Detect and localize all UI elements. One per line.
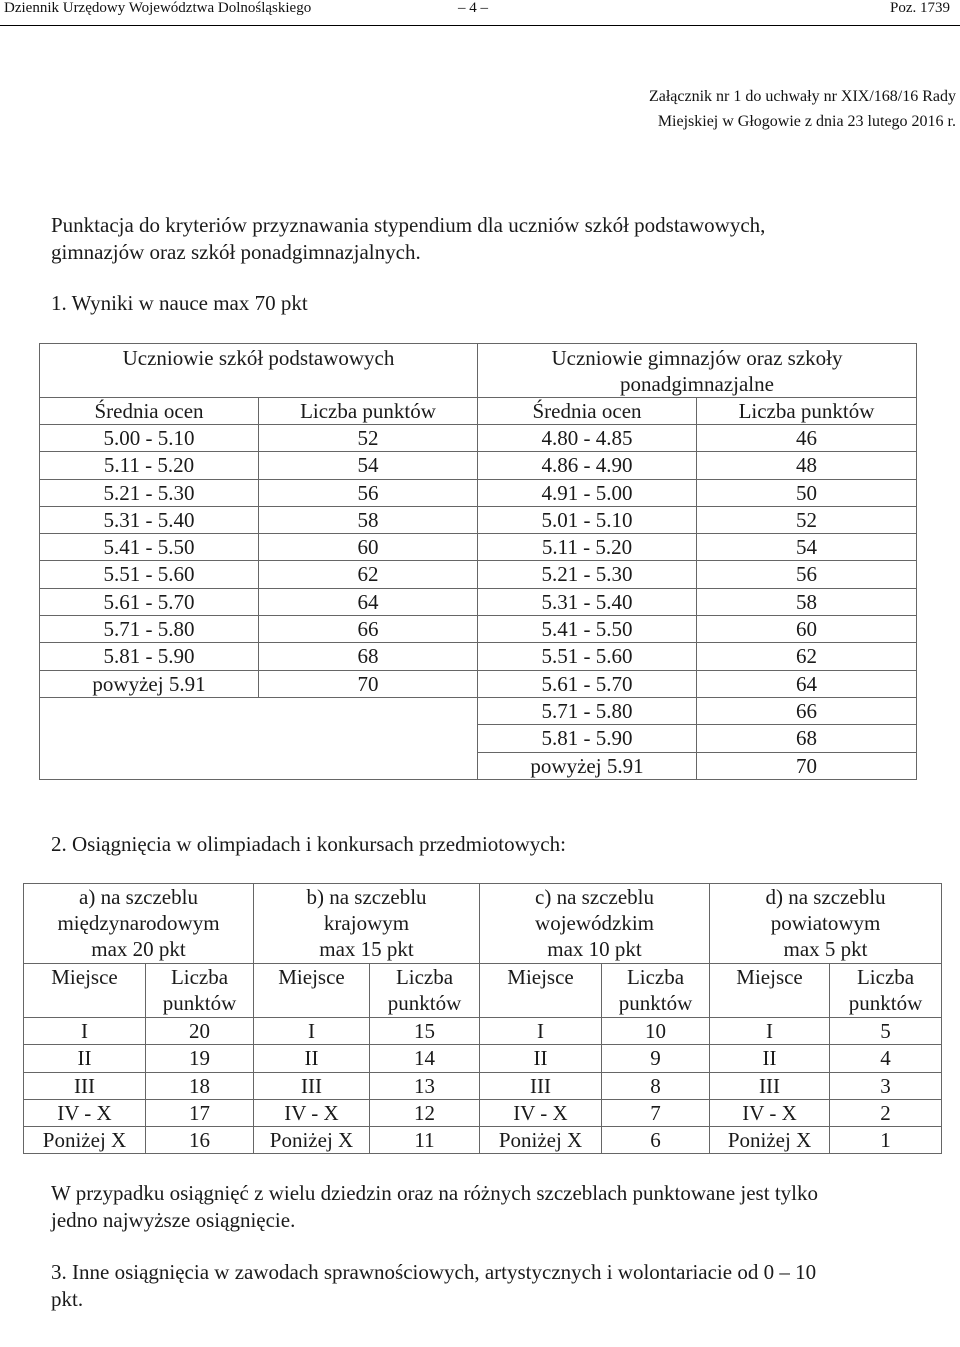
place-cell: I: [710, 1018, 830, 1045]
table-row: [40, 643, 917, 670]
table-row: [40, 506, 917, 533]
points-secondary-cell: 56: [697, 561, 917, 588]
section-3-heading: [51, 1259, 931, 1313]
points-primary-cell: 68: [259, 643, 478, 670]
points-cell: 5: [830, 1018, 942, 1045]
col-points-line: punktów: [387, 991, 462, 1015]
avg-primary-cell: 5.41 - 5.50: [40, 534, 259, 561]
avg-secondary-cell: 4.86 - 4.90: [478, 452, 697, 479]
points-primary-cell: 54: [259, 452, 478, 479]
place-cell: Poniżej X: [24, 1127, 146, 1154]
avg-primary-cell: 5.21 - 5.30: [40, 479, 259, 506]
points-cell: 13: [370, 1072, 480, 1099]
title-line-2: gimnazjów oraz szkół ponadgimnazjalnych.: [51, 240, 421, 264]
col-points-line: punktów: [618, 991, 693, 1015]
group-header-line: krajowym: [323, 911, 410, 935]
points-primary-cell: 60: [259, 534, 478, 561]
avg-primary-cell: 5.11 - 5.20: [40, 452, 259, 479]
group-header-district: [710, 884, 942, 964]
grades-points-table: [39, 343, 917, 780]
empty-cell: [40, 697, 478, 779]
table-row: [24, 1072, 942, 1099]
place-cell: IV - X: [24, 1099, 146, 1126]
competitions-points-table: [23, 883, 942, 1154]
table-row: [40, 561, 917, 588]
table-row: [24, 1127, 942, 1154]
group-header-line: a) na szczeblu: [79, 885, 198, 909]
avg-secondary-cell: 5.21 - 5.30: [478, 561, 697, 588]
place-cell: I: [24, 1018, 146, 1045]
col-points: [602, 964, 710, 1018]
points-primary-cell: 62: [259, 561, 478, 588]
note-line-1: W przypadku osiągnięć z wielu dziedzin oraz na różnych szczeblach punktowane jest tylko: [51, 1181, 818, 1205]
page-header: [0, 0, 960, 26]
annex-line-2: Miejskiej w Głogowie z dnia 23 lutego 2016 r.: [657, 113, 956, 130]
points-secondary-cell: 68: [697, 725, 917, 752]
table-row: [24, 1045, 942, 1072]
place-cell: Poniżej X: [710, 1127, 830, 1154]
avg-primary-cell: 5.81 - 5.90: [40, 643, 259, 670]
col-points-secondary: Liczba punktów: [697, 398, 917, 425]
group-secondary-header: Uczniowie gimnazjów oraz szkoły ponadgimnazjalne: [478, 344, 917, 398]
points-secondary-cell: 66: [697, 697, 917, 724]
avg-secondary-cell: 5.51 - 5.60: [478, 643, 697, 670]
group-header-line: międzynarodowym: [57, 911, 220, 935]
points-cell: 20: [146, 1018, 254, 1045]
group-primary-header: Uczniowie szkół podstawowych: [40, 344, 478, 398]
col-points-line: Liczba: [626, 965, 685, 989]
place-cell: II: [254, 1045, 370, 1072]
col-place: Miejsce: [24, 964, 146, 1018]
group-header-line: powiatowym: [770, 911, 881, 935]
group-header-voivodeship: [480, 884, 710, 964]
points-secondary-cell: 58: [697, 588, 917, 615]
place-cell: II: [24, 1045, 146, 1072]
table-row: [40, 697, 917, 724]
col-avg-secondary: Średnia ocen: [478, 398, 697, 425]
points-secondary-cell: 64: [697, 670, 917, 697]
avg-secondary-cell: 5.41 - 5.50: [478, 616, 697, 643]
points-cell: 17: [146, 1099, 254, 1126]
annex-reference: [649, 84, 956, 134]
group-header-line: max 5 pkt: [783, 937, 868, 961]
avg-primary-cell: powyżej 5.91: [40, 670, 259, 697]
col-avg-primary: Średnia ocen: [40, 398, 259, 425]
group-header-line: d) na szczeblu: [765, 885, 886, 909]
points-cell: 12: [370, 1099, 480, 1126]
points-primary-cell: 52: [259, 425, 478, 452]
title-line-1: Punktacja do kryteriów przyznawania stypendium dla uczniów szkół podstawowych,: [51, 213, 766, 237]
col-points-line: Liczba: [170, 965, 229, 989]
page-number: – 4 –: [458, 0, 488, 16]
table-row: [40, 479, 917, 506]
group-header-line: max 20 pkt: [91, 937, 186, 961]
points-cell: 2: [830, 1099, 942, 1126]
col-points-line: Liczba: [856, 965, 915, 989]
place-cell: IV - X: [710, 1099, 830, 1126]
table-row: [40, 534, 917, 561]
place-cell: Poniżej X: [254, 1127, 370, 1154]
points-secondary-cell: 54: [697, 534, 917, 561]
col-points-line: punktów: [162, 991, 237, 1015]
avg-primary-cell: 5.31 - 5.40: [40, 506, 259, 533]
table-row: [40, 616, 917, 643]
journal-name: Dziennik Urzędowy Województwa Dolnośląskiego: [4, 0, 312, 16]
points-secondary-cell: 70: [697, 752, 917, 779]
avg-primary-cell: 5.61 - 5.70: [40, 588, 259, 615]
points-cell: 18: [146, 1072, 254, 1099]
section-3-line-1: 3. Inne osiągnięcia w zawodach sprawnościowych, artystycznych i wolontariacie od 0 – 10: [51, 1260, 817, 1284]
table-row: [24, 1018, 942, 1045]
table-row: [40, 670, 917, 697]
points-cell: 14: [370, 1045, 480, 1072]
col-points-line: punktów: [848, 991, 923, 1015]
group-header-national: [254, 884, 480, 964]
place-cell: III: [24, 1072, 146, 1099]
avg-secondary-cell: 5.11 - 5.20: [478, 534, 697, 561]
points-cell: 4: [830, 1045, 942, 1072]
group-header-line: max 10 pkt: [547, 937, 642, 961]
section-1-heading: 1. Wyniki w nauce max 70 pkt: [51, 291, 308, 315]
place-cell: III: [480, 1072, 602, 1099]
group-header-line: max 15 pkt: [319, 937, 414, 961]
place-cell: III: [710, 1072, 830, 1099]
avg-primary-cell: 5.71 - 5.80: [40, 616, 259, 643]
note-line-2: jedno najwyższe osiągnięcie.: [51, 1208, 296, 1232]
avg-secondary-cell: 4.91 - 5.00: [478, 479, 697, 506]
col-place: Miejsce: [710, 964, 830, 1018]
points-cell: 7: [602, 1099, 710, 1126]
section-3-line-2: pkt.: [51, 1287, 84, 1311]
avg-primary-cell: 5.51 - 5.60: [40, 561, 259, 588]
points-secondary-cell: 46: [697, 425, 917, 452]
points-cell: 1: [830, 1127, 942, 1154]
table-row: [40, 452, 917, 479]
points-secondary-cell: 50: [697, 479, 917, 506]
col-points: [830, 964, 942, 1018]
place-cell: I: [480, 1018, 602, 1045]
avg-secondary-cell: 5.31 - 5.40: [478, 588, 697, 615]
place-cell: IV - X: [480, 1099, 602, 1126]
points-cell: 11: [370, 1127, 480, 1154]
avg-primary-cell: 5.00 - 5.10: [40, 425, 259, 452]
table-row: [24, 1099, 942, 1126]
col-points: [370, 964, 480, 1018]
points-cell: 6: [602, 1127, 710, 1154]
table-row: [40, 588, 917, 615]
points-primary-cell: 70: [259, 670, 478, 697]
group-header-line: b) na szczeblu: [306, 885, 427, 909]
points-primary-cell: 64: [259, 588, 478, 615]
group-header-line: wojewódzkim: [535, 911, 655, 935]
avg-secondary-cell: 5.01 - 5.10: [478, 506, 697, 533]
place-cell: I: [254, 1018, 370, 1045]
avg-secondary-cell: 5.61 - 5.70: [478, 670, 697, 697]
place-cell: IV - X: [254, 1099, 370, 1126]
table-row: [40, 425, 917, 452]
col-points-primary: Liczba punktów: [259, 398, 478, 425]
points-cell: 15: [370, 1018, 480, 1045]
points-primary-cell: 58: [259, 506, 478, 533]
position-number: Poz. 1739: [890, 0, 950, 16]
place-cell: II: [710, 1045, 830, 1072]
points-cell: 9: [602, 1045, 710, 1072]
scoring-note: [51, 1180, 931, 1234]
section-2-heading: 2. Osiągnięcia w olimpiadach i konkursach przedmiotowych:: [51, 832, 566, 856]
document-title: [51, 212, 911, 266]
points-primary-cell: 66: [259, 616, 478, 643]
col-place: Miejsce: [254, 964, 370, 1018]
points-cell: 3: [830, 1072, 942, 1099]
points-primary-cell: 56: [259, 479, 478, 506]
group-header-line: c) na szczeblu: [535, 885, 654, 909]
col-points: [146, 964, 254, 1018]
avg-secondary-cell: 5.81 - 5.90: [478, 725, 697, 752]
points-cell: 10: [602, 1018, 710, 1045]
place-cell: III: [254, 1072, 370, 1099]
points-secondary-cell: 62: [697, 643, 917, 670]
place-cell: Poniżej X: [480, 1127, 602, 1154]
place-cell: II: [480, 1045, 602, 1072]
annex-line-1: Załącznik nr 1 do uchwały nr XIX/168/16 Rady: [648, 88, 956, 105]
col-place: Miejsce: [480, 964, 602, 1018]
col-points-line: Liczba: [395, 965, 454, 989]
points-cell: 8: [602, 1072, 710, 1099]
avg-secondary-cell: powyżej 5.91: [478, 752, 697, 779]
avg-secondary-cell: 5.71 - 5.80: [478, 697, 697, 724]
points-secondary-cell: 60: [697, 616, 917, 643]
group-header-international: [24, 884, 254, 964]
avg-secondary-cell: 4.80 - 4.85: [478, 425, 697, 452]
points-cell: 16: [146, 1127, 254, 1154]
points-secondary-cell: 48: [697, 452, 917, 479]
points-cell: 19: [146, 1045, 254, 1072]
points-secondary-cell: 52: [697, 506, 917, 533]
